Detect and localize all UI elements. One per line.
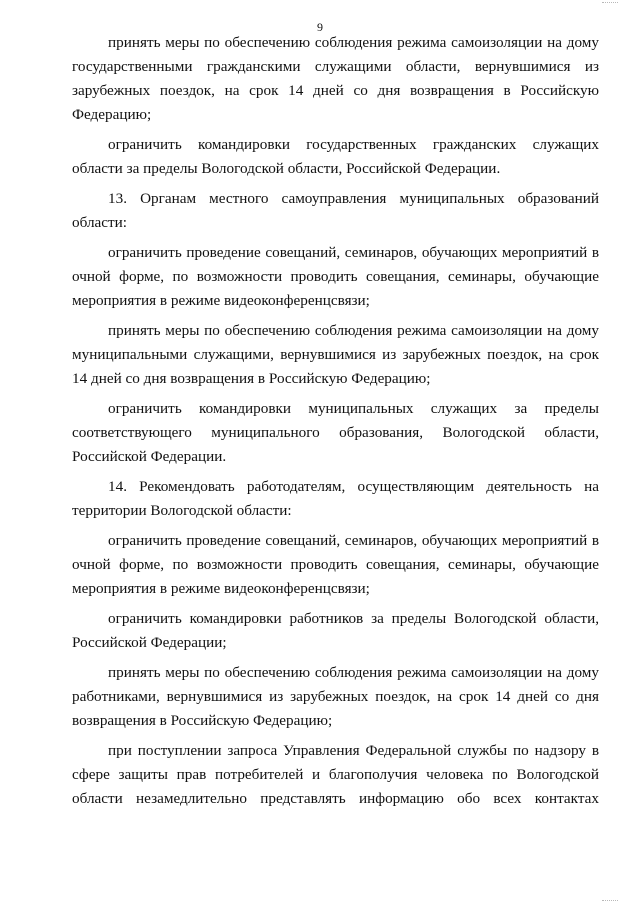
paragraph-limit-meetings-municipal: ограничить проведение совещаний, семинаров, обучающих мероприятий в очной форме, по возможности проводить совещания, семинары, обучающие мероприятия в режиме видеоконференцсвязи; [72, 244, 599, 309]
paragraph-item-13-heading: 13. Органам местного самоуправления муниципальных образований области: [72, 190, 599, 231]
paragraph-self-isolation-municipal: принять меры по обеспечению соблюдения режима самоизоляции на дому муниципальными служащими, вернувшимися из зарубежных поездок, на срок 14 дней со дня возвращения в Российскую Федерацию; [72, 322, 599, 387]
paragraph-item-14-heading: 14. Рекомендовать работодателям, осуществляющим деятельность на территории Вологодской области: [72, 478, 599, 519]
paragraph-self-isolation-employees: принять меры по обеспечению соблюдения режима самоизоляции на дому работниками, вернувшимися из зарубежных поездок, на срок 14 дней со дня возвращения в Российскую Федерацию; [72, 664, 599, 729]
document-body [72, 31, 599, 817]
paragraph-limit-trips-municipal: ограничить командировки муниципальных служащих за пределы соответствующего муниципального образования, Вологодской области, Российской Федерации. [72, 400, 599, 465]
paragraph-rospotrebnadzor-request: при поступлении запроса Управления Федеральной службы по надзору в сфере защиты прав потребителей и благополучия человека по Вологодской области незамедлительно представлять информацию обо всех контактах [72, 742, 599, 807]
scan-artifact-bottom [602, 900, 618, 901]
scan-artifact-top [602, 2, 618, 3]
paragraph-limit-trips-employees: ограничить командировки работников за пределы Вологодской области, Российской Федерации; [72, 610, 599, 651]
paragraph-limit-trips-civil-servants: ограничить командировки государственных гражданских служащих области за пределы Вологодской области, Российской Федерации. [72, 136, 599, 177]
paragraph-limit-meetings-employers: ограничить проведение совещаний, семинаров, обучающих мероприятий в очной форме, по возможности проводить совещания, семинары, обучающие мероприятия в режиме видеоконференцсвязи; [72, 532, 599, 597]
paragraph-self-isolation-civil-servants: принять меры по обеспечению соблюдения режима самоизоляции на дому государственными гражданскими служащими области, вернувшимися из зарубежных поездок, на срок 14 дней со дня возвращения в Российскую Федерацию; [72, 34, 599, 123]
page-number: 9 [317, 20, 323, 34]
